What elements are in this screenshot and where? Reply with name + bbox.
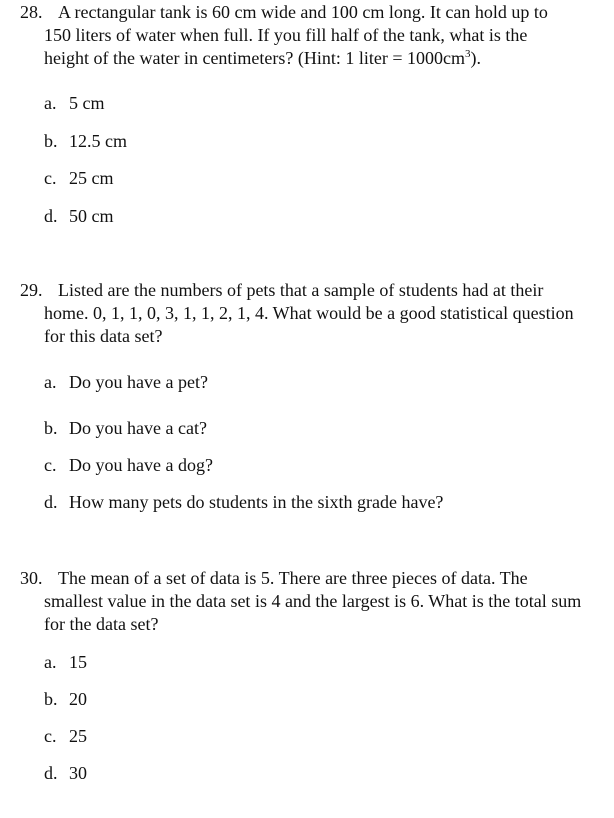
answer-option (44, 417, 207, 439)
question-text-line: A rectangular tank is 60 cm wide and 100 cm long. It can hold up to (58, 2, 548, 22)
option-text: 20 (69, 689, 87, 709)
question-number: 28. (20, 2, 43, 22)
option-letter: d. (44, 763, 58, 783)
answer-option (44, 454, 213, 476)
option-text: 25 (69, 726, 87, 746)
question-text-line: for the data set? (44, 614, 159, 634)
question-text-line: for this data set? (44, 326, 163, 346)
hint-text: height of the water in centimeters? (Hint: 1 liter = 1000cm (44, 48, 466, 68)
option-letter: b. (44, 418, 58, 438)
answer-option (44, 491, 443, 513)
option-text: Do you have a pet? (69, 372, 208, 392)
question-text-line: home. 0, 1, 1, 0, 3, 1, 1, 2, 1, 4. What would be a good statistical question (44, 303, 574, 323)
option-text: Do you have a dog? (69, 455, 213, 475)
answer-option (44, 651, 87, 673)
answer-option (44, 371, 208, 393)
question-text-line: smallest value in the data set is 4 and the largest is 6. What is the total sum (44, 591, 582, 611)
option-text: 5 cm (69, 93, 105, 113)
answer-option (44, 205, 114, 227)
answer-option (44, 167, 114, 189)
option-text: Do you have a cat? (69, 418, 207, 438)
superscript: 3 (465, 48, 471, 60)
answer-option (44, 92, 105, 114)
option-text: 15 (69, 652, 87, 672)
option-letter: c. (44, 168, 57, 188)
question-number: 30. (20, 568, 43, 588)
option-letter: b. (44, 689, 58, 709)
option-letter: c. (44, 455, 57, 475)
option-text: 25 cm (69, 168, 114, 188)
option-letter: a. (44, 652, 57, 672)
option-text: How many pets do students in the sixth grade have? (69, 492, 444, 512)
answer-option (44, 130, 127, 152)
answer-option (44, 725, 87, 747)
question-text-line: The mean of a set of data is 5. There are three pieces of data. The (58, 568, 528, 588)
option-letter: d. (44, 492, 58, 512)
answer-option (44, 688, 87, 710)
option-text: 12.5 cm (69, 131, 127, 151)
option-letter: d. (44, 206, 58, 226)
hint-end: ). (470, 48, 482, 68)
question-text-line: Listed are the numbers of pets that a sample of students had at their (58, 280, 544, 300)
option-text: 50 cm (69, 206, 114, 226)
option-letter: c. (44, 726, 57, 746)
option-letter: b. (44, 131, 58, 151)
option-text: 30 (69, 763, 87, 783)
option-letter: a. (44, 372, 57, 392)
question-text-line (44, 47, 481, 69)
question-text-line: 150 liters of water when full. If you fill half of the tank, what is the (44, 25, 528, 45)
answer-option (44, 762, 87, 784)
question-number: 29. (20, 280, 43, 300)
option-letter: a. (44, 93, 57, 113)
